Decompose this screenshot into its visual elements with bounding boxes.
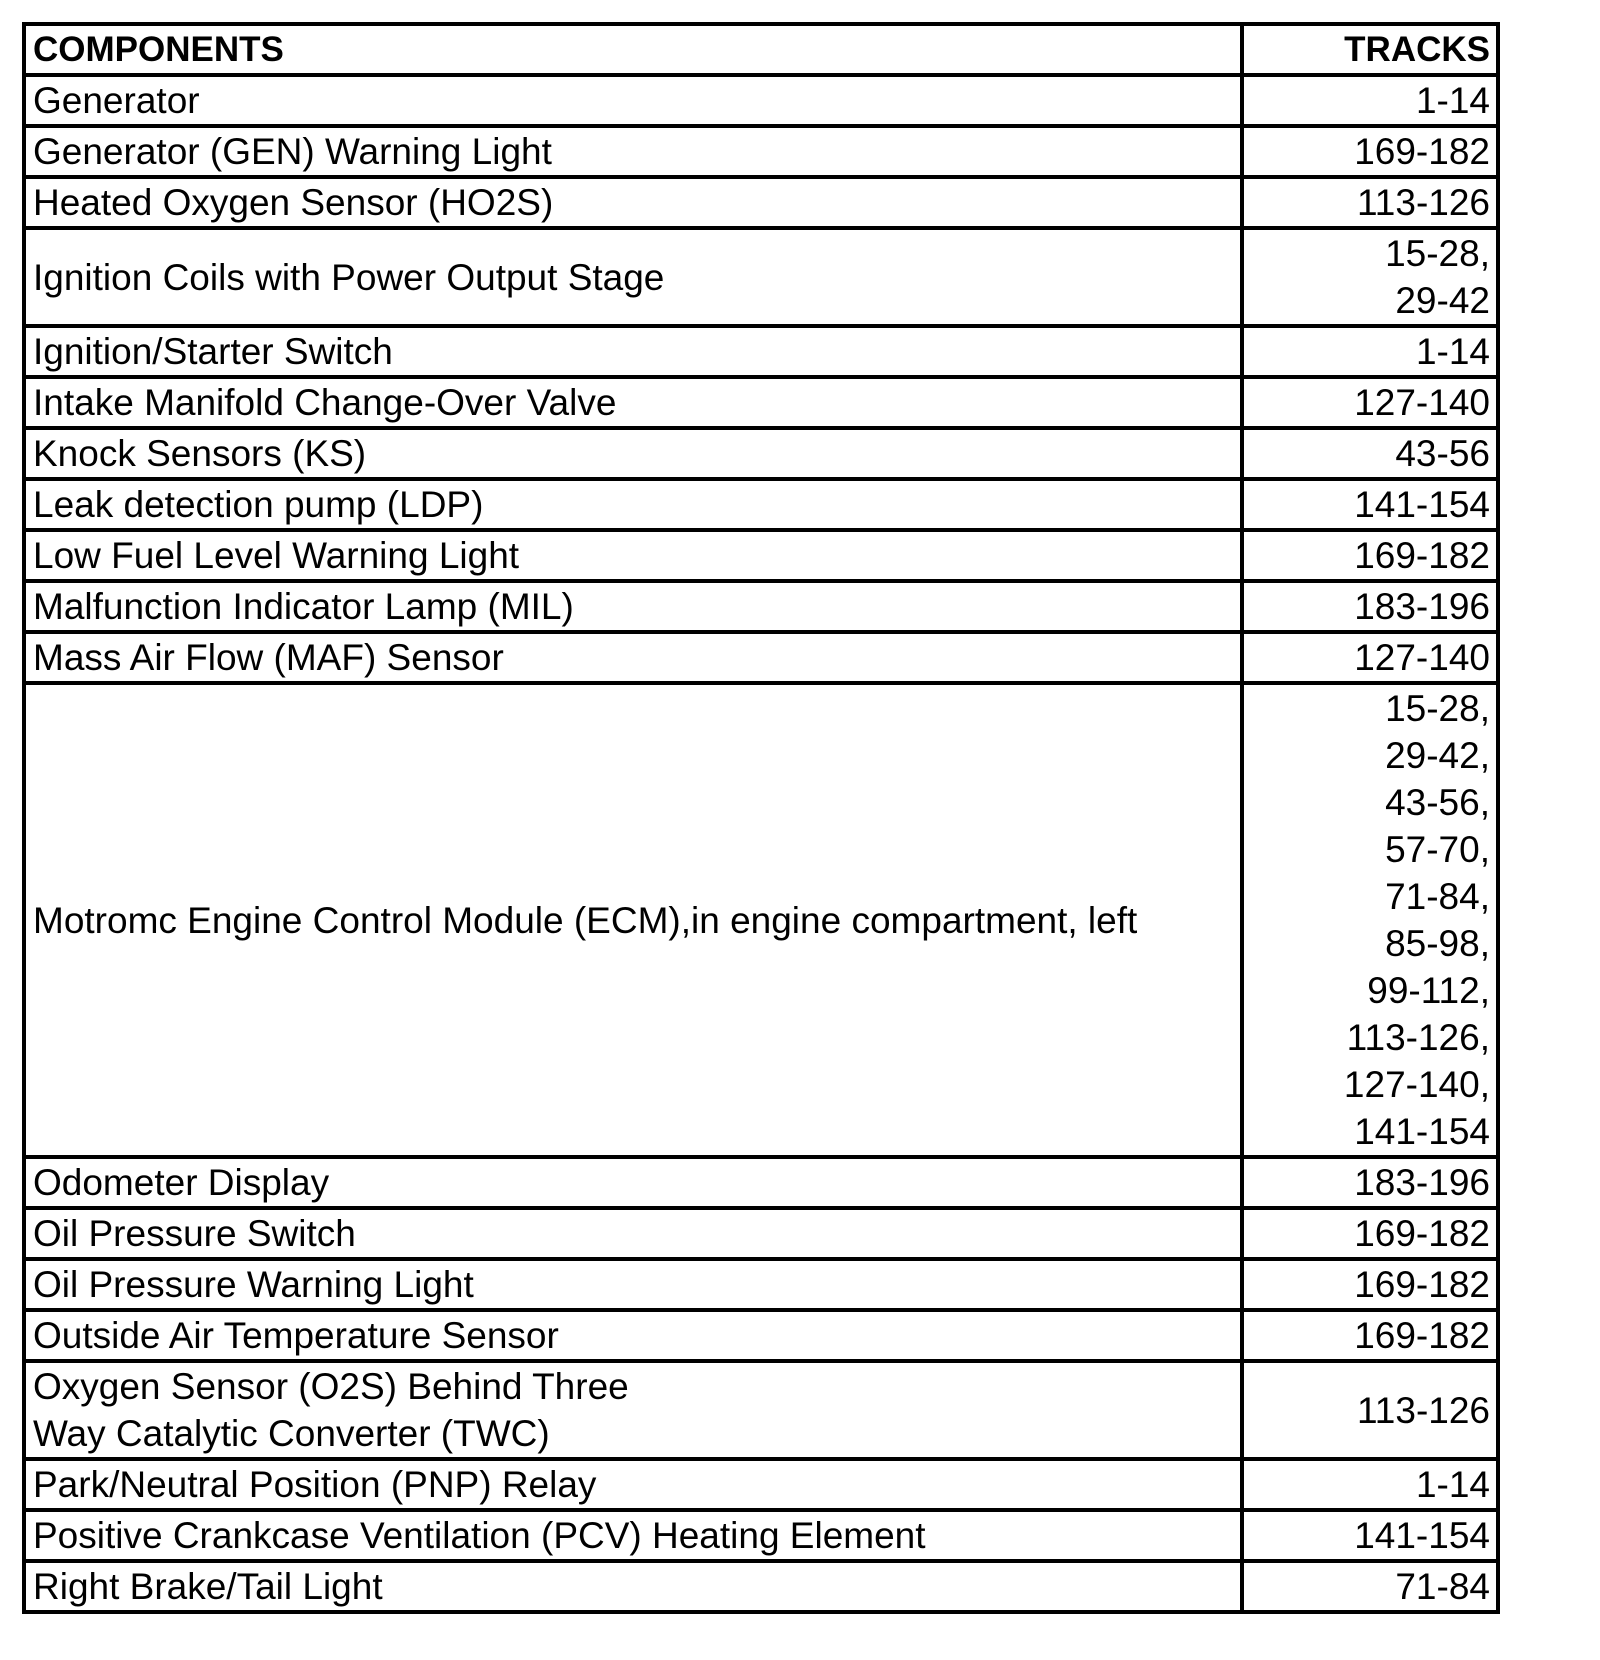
tracks-header: TRACKS — [1242, 24, 1498, 75]
header-row — [24, 24, 1498, 75]
tracks-cell — [1242, 75, 1498, 126]
track-range: 29-42, — [1385, 735, 1490, 776]
track-range: 183-196 — [1354, 1162, 1490, 1203]
component-cell — [24, 1157, 1242, 1208]
table-row — [24, 1310, 1498, 1361]
component-name-line: Mass Air Flow (MAF) Sensor — [33, 637, 504, 678]
component-cell — [24, 1310, 1242, 1361]
component-cell — [24, 479, 1242, 530]
track-range: 113-126, — [1346, 1017, 1490, 1058]
track-range: 141-154 — [1354, 1111, 1490, 1152]
tracks-cell — [1242, 581, 1498, 632]
component-name-line: Leak detection pump (LDP) — [33, 484, 484, 525]
table-row — [24, 479, 1498, 530]
component-cell — [24, 1361, 1242, 1459]
track-range: 43-56 — [1395, 433, 1490, 474]
table-row — [24, 1157, 1498, 1208]
component-cell — [24, 1459, 1242, 1510]
table-row — [24, 1361, 1498, 1459]
track-range: 15-28, — [1385, 688, 1490, 729]
tracks-cell — [1242, 1259, 1498, 1310]
track-range: 183-196 — [1354, 586, 1490, 627]
table-row — [24, 1259, 1498, 1310]
table-row — [24, 377, 1498, 428]
table-row — [24, 126, 1498, 177]
table-row — [24, 1459, 1498, 1510]
component-name-line: Motromc Engine Control Module (ECM),in engine compartment, left — [33, 899, 1138, 941]
component-cell — [24, 1259, 1242, 1310]
tracks-cell — [1242, 1157, 1498, 1208]
component-name-line: Intake Manifold Change-Over Valve — [33, 382, 617, 423]
table-row — [24, 530, 1498, 581]
track-range: 169-182 — [1354, 131, 1490, 172]
table-row — [24, 326, 1498, 377]
track-range: 127-140, — [1343, 1064, 1490, 1105]
component-name-line: Odometer Display — [33, 1162, 330, 1203]
component-cell — [24, 1561, 1242, 1612]
component-cell — [24, 428, 1242, 479]
tracks-cell — [1242, 1561, 1498, 1612]
track-range: 127-140 — [1354, 637, 1490, 678]
tracks-cell — [1242, 326, 1498, 377]
component-name-line: Oil Pressure Switch — [33, 1213, 356, 1254]
track-range: 43-56, — [1385, 782, 1490, 823]
tracks-cell — [1242, 1459, 1498, 1510]
table-row — [24, 1510, 1498, 1561]
component-cell — [24, 530, 1242, 581]
component-cell — [24, 632, 1242, 683]
component-cell — [24, 228, 1242, 326]
track-range: 1-14 — [1415, 1464, 1490, 1505]
tracks-cell — [1242, 530, 1498, 581]
table-row — [24, 428, 1498, 479]
track-range: 169-182 — [1354, 535, 1490, 576]
track-range: 71-84, — [1385, 876, 1490, 917]
track-range: 71-84 — [1395, 1566, 1490, 1607]
track-range: 127-140 — [1354, 382, 1490, 423]
track-range: 169-182 — [1354, 1213, 1490, 1254]
track-range: 169-182 — [1354, 1315, 1490, 1356]
table-row — [24, 1208, 1498, 1259]
component-name-line: Park/Neutral Position (PNP) Relay — [33, 1464, 597, 1505]
component-name-line: Malfunction Indicator Lamp (MIL) — [33, 586, 574, 627]
component-name-line: Heated Oxygen Sensor (HO2S) — [33, 182, 554, 223]
tracks-cell — [1242, 126, 1498, 177]
component-cell — [24, 683, 1242, 1157]
tracks-cell — [1242, 1361, 1498, 1459]
component-name-line: Way Catalytic Converter (TWC) — [33, 1413, 550, 1454]
tracks-cell — [1242, 228, 1498, 326]
tracks-cell — [1242, 377, 1498, 428]
tracks-cell — [1242, 1310, 1498, 1361]
table-row — [24, 177, 1498, 228]
component-name-line: Outside Air Temperature Sensor — [33, 1315, 559, 1356]
table-row — [24, 75, 1498, 126]
tracks-cell — [1242, 683, 1498, 1157]
tracks-cell — [1242, 1510, 1498, 1561]
table-row — [24, 683, 1498, 1157]
track-range: 113-126 — [1356, 1389, 1490, 1431]
component-cell — [24, 377, 1242, 428]
track-range: 1-14 — [1415, 331, 1490, 372]
components-table — [22, 22, 1500, 1614]
component-cell — [24, 326, 1242, 377]
tracks-cell — [1242, 1208, 1498, 1259]
table-row — [24, 632, 1498, 683]
track-range: 141-154 — [1354, 1515, 1490, 1556]
components-header: COMPONENTS — [24, 24, 1242, 75]
table-row — [24, 581, 1498, 632]
component-name-line: Generator — [33, 80, 200, 121]
track-range: 169-182 — [1354, 1264, 1490, 1305]
component-cell — [24, 581, 1242, 632]
table-body — [24, 75, 1498, 1612]
table-row — [24, 1561, 1498, 1612]
component-name-line: Low Fuel Level Warning Light — [33, 535, 520, 576]
component-name-line: Ignition/Starter Switch — [33, 331, 393, 372]
component-name-line: Knock Sensors (KS) — [33, 433, 367, 474]
table-row — [24, 228, 1498, 326]
component-cell — [24, 75, 1242, 126]
track-range: 99-112, — [1367, 970, 1490, 1011]
component-name-line: Ignition Coils with Power Output Stage — [33, 256, 665, 298]
track-range: 57-70, — [1385, 829, 1490, 870]
component-cell — [24, 177, 1242, 228]
tracks-cell — [1242, 479, 1498, 530]
track-range: 29-42 — [1395, 280, 1490, 321]
tracks-cell — [1242, 428, 1498, 479]
component-name-line: Oil Pressure Warning Light — [33, 1264, 474, 1305]
component-cell — [24, 126, 1242, 177]
track-range: 113-126 — [1356, 182, 1490, 223]
component-name-line: Generator (GEN) Warning Light — [33, 131, 552, 172]
tracks-cell — [1242, 632, 1498, 683]
component-cell — [24, 1510, 1242, 1561]
component-name-line: Oxygen Sensor (O2S) Behind Three — [33, 1366, 629, 1407]
track-range: 85-98, — [1385, 923, 1490, 964]
component-name-line: Positive Crankcase Ventilation (PCV) Heating Element — [33, 1515, 926, 1556]
track-range: 141-154 — [1354, 484, 1490, 525]
track-range: 1-14 — [1415, 80, 1490, 121]
track-range: 15-28, — [1385, 233, 1490, 274]
component-name-line: Right Brake/Tail Light — [33, 1566, 383, 1607]
component-cell — [24, 1208, 1242, 1259]
tracks-cell — [1242, 177, 1498, 228]
